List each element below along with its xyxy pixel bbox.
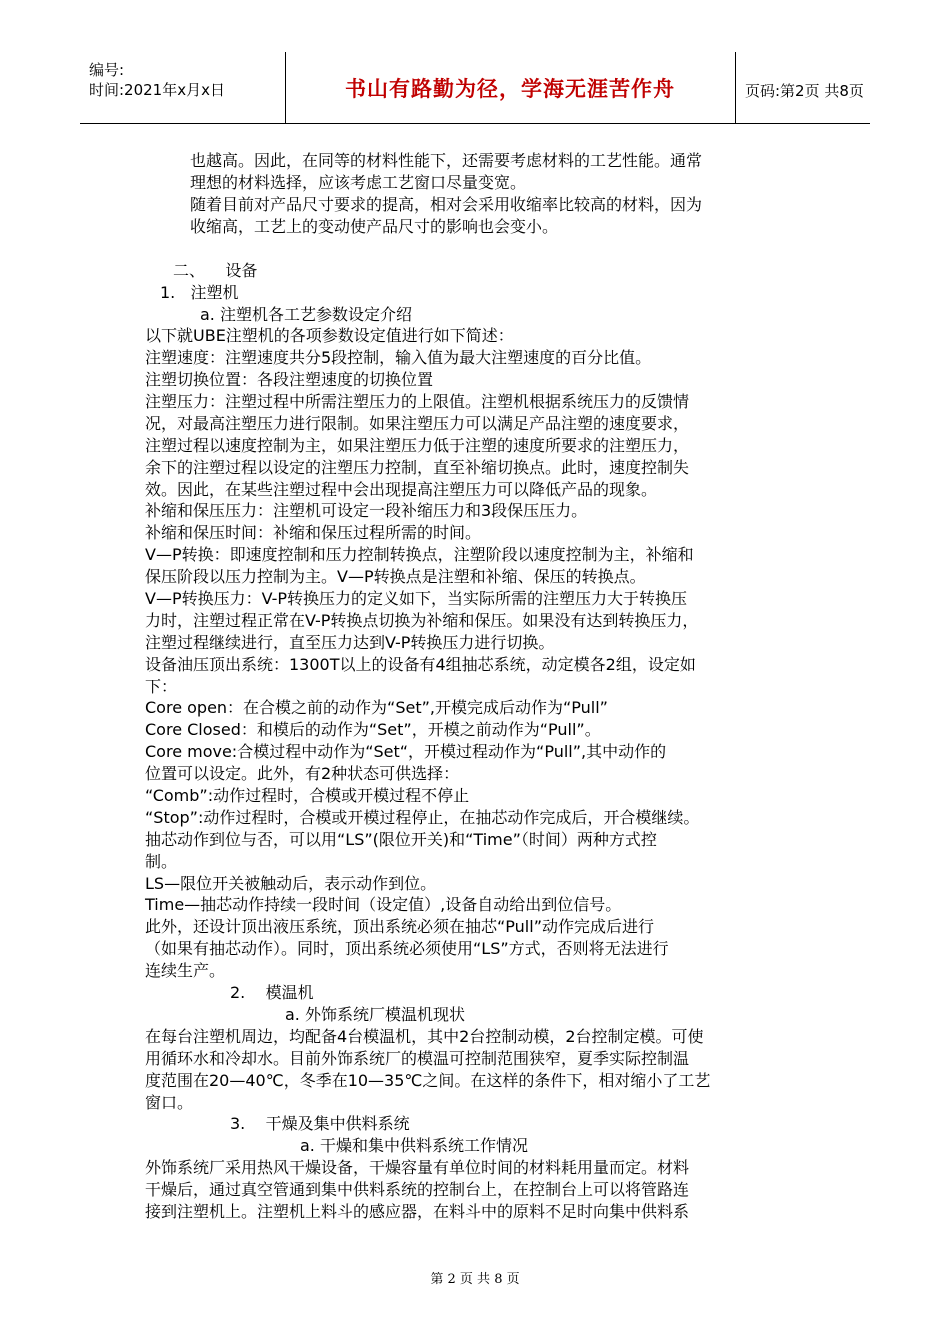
text-line: 收缩高，工艺上的变动使产品尺寸的影响也会变小。 — [190, 217, 559, 236]
page-header — [80, 52, 870, 124]
text-line: 下： — [145, 677, 178, 696]
text-line: 况，对最高注塑压力进行限制。如果注塑压力可以满足产品注塑的速度要求， — [145, 414, 690, 433]
text-line: 保压阶段以压力控制为主。V—P转换点是注塑和补缩、保压的转换点。 — [145, 567, 646, 586]
text-line: 以下就UBE注塑机的各项参数设定值进行如下简述： — [145, 326, 514, 345]
header-page-number: 页码:第2页 共8页 — [745, 82, 864, 100]
text-line: 注塑过程继续进行，直至压力达到V-P转换压力进行切换。 — [145, 633, 555, 652]
text-line: 外饰系统厂采用热风干燥设备，干燥容量有单位时间的材料耗用量而定。材料 — [145, 1158, 690, 1177]
header-rule — [80, 123, 870, 124]
text-line: 注塑速度：注塑速度共分5段控制，输入值为最大注塑速度的百分比值。 — [145, 348, 652, 367]
text-line: 干燥后，通过真空管通到集中供料系统的控制台上，在控制台上可以将管路连 — [145, 1180, 690, 1199]
text-line: Core move:合模过程中动作为“Set“，开模过程动作为“Pull”,其中动作的 — [145, 742, 667, 761]
text-line: 在每台注塑机周边，均配备4台模温机，其中2台控制动模，2台控制定模。可使 — [145, 1027, 704, 1046]
text-line: 补缩和保压时间：补缩和保压过程所需的时间。 — [145, 523, 482, 542]
text-line: 注塑过程以速度控制为主，如果注塑压力低于注塑的速度所要求的注塑压力， — [145, 436, 690, 455]
text-line: V—P转换：即速度控制和压力控制转换点，注塑阶段以速度控制为主，补缩和 — [145, 545, 694, 564]
text-line: 注塑压力：注塑过程中所需注塑压力的上限值。注塑机根据系统压力的反馈情 — [145, 392, 690, 411]
text-line: 注塑切换位置：各段注塑速度的切换位置 — [145, 370, 434, 389]
text-line: V—P转换压力：V-P转换压力的定义如下，当实际所需的注塑压力大于转换压 — [145, 589, 688, 608]
subsection-heading: 1. 注塑机 — [160, 283, 239, 302]
header-left — [89, 60, 225, 100]
text-line: Core open：在合模之前的动作为“Set”,开模完成后动作为“Pull” — [145, 698, 608, 717]
text-line: “Comb”:动作过程时，合模或开模过程不停止 — [145, 786, 470, 805]
page-footer: 第 2 页 共 8 页 — [430, 1272, 520, 1287]
text-line: 度范围在20—40℃，冬季在10—35℃之间。在这样的条件下，相对缩小了工艺 — [145, 1071, 711, 1090]
item-heading: a. 外饰系统厂模温机现状 — [285, 1005, 465, 1024]
header-motto: 书山有路勤为径，学海无涯苦作舟 — [345, 77, 675, 101]
text-line: 力时，注塑过程正常在V-P转换点切换为补缩和保压。如果没有达到转换压力， — [145, 611, 699, 630]
text-line: 窗口。 — [145, 1093, 194, 1112]
item-heading: a. 干燥和集中供料系统工作情况 — [300, 1136, 528, 1155]
text-line: 制。 — [145, 852, 178, 871]
doc-number-label: 编号: — [89, 61, 125, 79]
text-line: 接到注塑机上。注塑机上料斗的感应器，在料斗中的原料不足时向集中供料系 — [145, 1202, 690, 1221]
text-line: 抽芯动作到位与否，可以用“LS”(限位开关)和“Time”（时间）两种方式控 — [145, 830, 657, 849]
text-line: 连续生产。 — [145, 961, 226, 980]
text-line: 也越高。因此，在同等的材料性能下，还需要考虑材料的工艺性能。通常 — [190, 151, 703, 170]
text-line: Core Closed：和模后的动作为“Set”，开模之前动作为“Pull”。 — [145, 720, 601, 739]
text-line: 效。因此，在某些注塑过程中会出现提高注塑压力可以降低产品的现象。 — [145, 480, 658, 499]
text-line: 余下的注塑过程以设定的注塑压力控制，直至补缩切换点。此时，速度控制失 — [145, 458, 690, 477]
text-line: （如果有抽芯动作）。同时，顶出系统必须使用“LS”方式，否则将无法进行 — [145, 939, 669, 958]
header-divider-right — [735, 52, 736, 124]
text-line: 理想的材料选择，应该考虑工艺窗口尽量变宽。 — [190, 173, 527, 192]
text-line: 设备油压顶出系统：1300T以上的设备有4组抽芯系统，动定模各2组，设定如 — [145, 655, 696, 674]
subsection-heading: 2. 模温机 — [230, 983, 314, 1002]
text-line: 随着目前对产品尺寸要求的提高，相对会采用收缩率比较高的材料，因为 — [190, 195, 703, 214]
text-line: 位置可以设定。此外，有2种状态可供选择： — [145, 764, 460, 783]
text-line: “Stop”:动作过程时，合模或开模过程停止，在抽芯动作完成后，开合模继续。 — [145, 808, 700, 827]
text-line: Time—抽芯动作持续一段时间（设定值）,设备自动给出到位信号。 — [145, 895, 622, 914]
item-heading: a. 注塑机各工艺参数设定介绍 — [200, 305, 412, 324]
text-line: 补缩和保压压力：注塑机可设定一段补缩压力和3段保压压力。 — [145, 501, 588, 520]
subsection-heading: 3. 干燥及集中供料系统 — [230, 1114, 410, 1133]
text-line: 用循环水和冷却水。目前外饰系统厂的模温可控制范围狭窄，夏季实际控制温 — [145, 1049, 690, 1068]
doc-time-label: 时间:2021年x月x日 — [89, 81, 225, 99]
section-heading: 二、 设备 — [173, 261, 258, 280]
text-line: LS—限位开关被触动后，表示动作到位。 — [145, 874, 437, 893]
text-line: 此外，还设计顶出液压系统，顶出系统必须在抽芯“Pull”动作完成后进行 — [145, 917, 654, 936]
